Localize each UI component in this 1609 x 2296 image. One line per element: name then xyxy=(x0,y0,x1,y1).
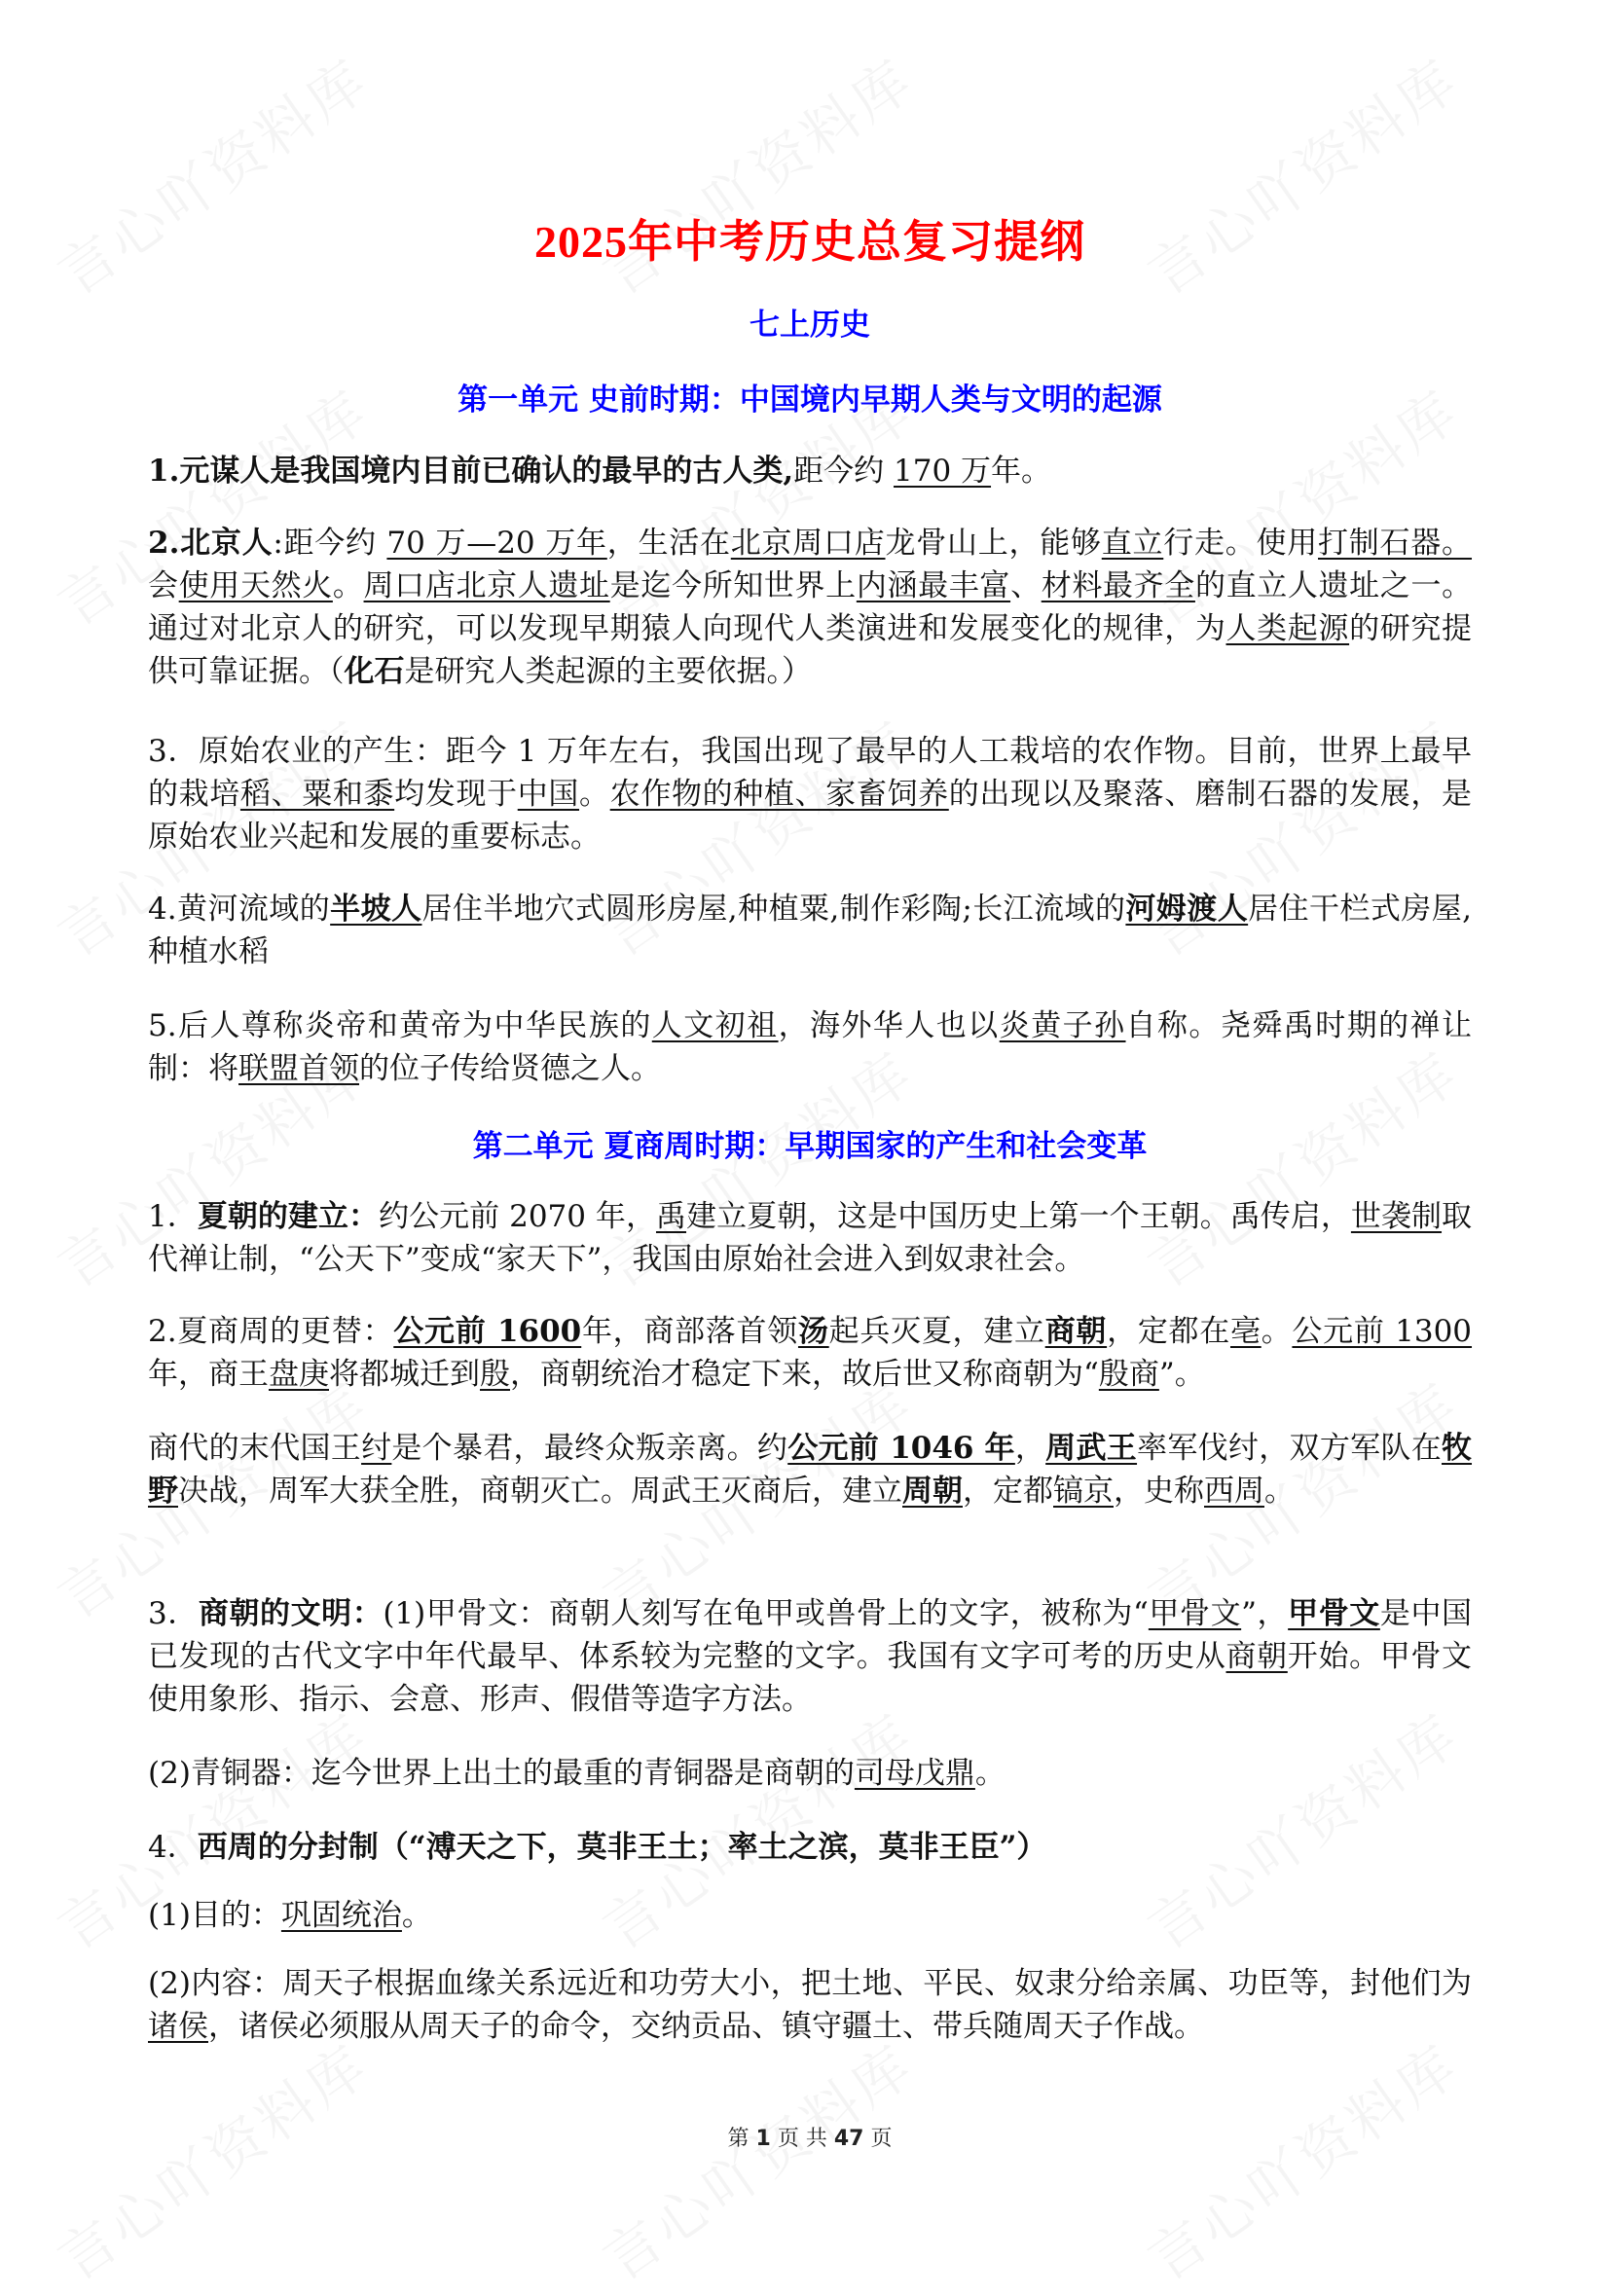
underlined-keyword: 甲骨文 xyxy=(1148,1596,1242,1631)
paragraph xyxy=(148,730,1472,858)
text-run: 。 xyxy=(579,777,610,812)
text-run: (2)青铜器：迄今世界上出土的最重的青铜器是商朝的 xyxy=(148,1756,855,1791)
text-run: 取代禅让制，“公天下”变成“家天下”，我国由原始社会进入到奴隶社会。 xyxy=(148,1199,1473,1277)
text-run: ，商朝统治才稳定下来，故后世又称商朝为“ xyxy=(510,1357,1099,1392)
page-footer xyxy=(148,2122,1472,2152)
paragraph xyxy=(148,1826,1472,1869)
paragraph xyxy=(148,1004,1472,1090)
paragraph xyxy=(148,1592,1472,1721)
watermark-text xyxy=(1129,2022,1473,2296)
underlined-keyword: 世袭制 xyxy=(1350,1199,1443,1234)
text-run: 起兵灭夏，建立 xyxy=(828,1314,1045,1349)
footer-middle: 页 共 xyxy=(777,2127,827,2151)
text-run: :距今约 xyxy=(273,526,387,561)
underlined-keyword: 稻、粟和黍 xyxy=(239,777,395,812)
text-run: 的位子传给贤德之人。 xyxy=(359,1051,661,1086)
underlined-keyword: 半坡人 xyxy=(330,892,422,927)
text-run: 年。 xyxy=(991,454,1052,489)
underlined-keyword: 公元前 1046 年 xyxy=(787,1431,1015,1466)
text-run: (1)目的： xyxy=(148,1898,281,1933)
underlined-keyword: 直立 xyxy=(1101,526,1164,561)
underlined-keyword: 170 万 xyxy=(894,454,992,489)
underlined-keyword: 司母戊鼎 xyxy=(854,1756,975,1791)
underlined-keyword: 甲骨文 xyxy=(1288,1596,1380,1631)
watermark-text xyxy=(39,2022,383,2296)
text-run: 是迄今所知世界上 xyxy=(609,568,857,603)
paragraph xyxy=(148,1894,1472,1937)
document-title: 2025年中考历史总复习提纲 xyxy=(534,217,1085,267)
bold-text: 2.北京人 xyxy=(148,526,274,561)
text-run: 是个暴君，最终众叛亲离。约 xyxy=(391,1431,788,1466)
underlined-keyword: 材料最齐全 xyxy=(1041,568,1195,603)
underlined-keyword: 西周 xyxy=(1204,1474,1264,1509)
bold-text: 西周的分封制（“溥天之下，莫非王土；率土之滨，莫非王臣”） xyxy=(197,1830,1047,1865)
bold-text: 夏朝的建立： xyxy=(197,1199,380,1234)
text-run: (2)内容：周天子根据血缘关系远近和功劳大小，把土地、平民、奴隶分给亲属、功臣等，封他们为 xyxy=(148,1966,1472,2001)
text-run: 的研究提供可靠证据。（ xyxy=(148,611,1473,689)
text-run: ， xyxy=(1014,1431,1046,1466)
paragraph xyxy=(148,450,1472,492)
bold-text: 1.元谋人是我国境内目前已确认的最早的古人类, xyxy=(148,454,794,489)
underlined-keyword: 北京周口店 xyxy=(730,526,886,561)
text-run: 的直立人遗址之一。通过对北京人的研究，可以发现早期猿人向现代人类演进和发展变化的规律，为 xyxy=(148,568,1473,646)
text-run: 商代的末代国王 xyxy=(148,1431,362,1466)
underlined-keyword: 汤 xyxy=(797,1314,829,1349)
paragraph xyxy=(148,522,1472,693)
text-run: 。 xyxy=(401,1898,432,1933)
bold-text: 化石 xyxy=(344,654,405,689)
underlined-keyword: 亳 xyxy=(1229,1314,1262,1349)
text-run: 5.后人尊称炎帝和黄帝为中华民族的 xyxy=(148,1008,652,1043)
underlined-keyword: 70 万—20 万年 xyxy=(386,526,607,561)
text-run: 龙骨山上，能够 xyxy=(885,526,1102,561)
text-run: ，生活在 xyxy=(606,526,731,561)
text-run: 2.夏商周的更替： xyxy=(148,1314,394,1349)
watermark-text xyxy=(584,2022,928,2296)
underlined-keyword: 河姆渡人 xyxy=(1125,892,1249,927)
underlined-keyword: 商朝 xyxy=(1225,1639,1288,1674)
text-run: 1． xyxy=(148,1199,198,1234)
underlined-keyword: 殷 xyxy=(480,1357,510,1392)
underlined-keyword: 使用天然火 xyxy=(178,568,333,603)
underlined-keyword: 内涵最丰富 xyxy=(856,568,1011,603)
text-run: 均发现于 xyxy=(394,777,518,812)
footer-suffix: 页 xyxy=(870,2127,893,2151)
text-run: 3． xyxy=(148,1596,199,1631)
underlined-keyword: 盘庚 xyxy=(269,1357,329,1392)
text-run: 3．原始农业的产生：距今 1 万年左右，我国出现了最早的人工栽培的农作物。目前，世界上最早的栽培 xyxy=(148,734,1472,812)
text-run: 的出现以及聚落、磨制石器的发展，是原始农业兴起和发展的重要标志。 xyxy=(148,777,1473,855)
text-run: 自称。尧舜禹时期的禅让制：将 xyxy=(148,1008,1473,1086)
text-run: 会 xyxy=(148,568,179,603)
underlined-keyword: 镐京 xyxy=(1053,1474,1114,1509)
text-run: ，诸侯必须服从周天子的命令，交纳贡品、镇守疆土、带兵随周天子作战。 xyxy=(208,2009,1204,2044)
text-run: ，定都在 xyxy=(1107,1314,1230,1349)
paragraph xyxy=(148,1310,1472,1396)
current-page-number: 1 xyxy=(755,2127,771,2151)
paragraph xyxy=(148,1752,1472,1795)
text-run: 约公元前 2070 年， xyxy=(379,1199,656,1234)
underlined-keyword: 诸侯 xyxy=(148,2009,208,2044)
paragraph xyxy=(148,1195,1472,1281)
underlined-keyword: 公元前 1300 xyxy=(1292,1314,1473,1349)
underlined-keyword: 打制石器。 xyxy=(1318,526,1473,561)
text-run: ，海外华人也以 xyxy=(778,1008,1000,1043)
text-run: 是中国已发现的古代文字中年代最早、体系较为完整的文字。我国有文字可考的历史从 xyxy=(148,1596,1473,1674)
text-run: ”。 xyxy=(1158,1357,1205,1392)
unit-heading-1: 第一单元 史前时期：中国境内早期人类与文明的起源 xyxy=(457,383,1162,418)
underlined-keyword: 商朝 xyxy=(1044,1314,1108,1349)
underlined-keyword: 殷商 xyxy=(1098,1357,1159,1392)
text-run: 是研究人类起源的主要依据。） xyxy=(404,654,812,689)
document-subtitle: 七上历史 xyxy=(750,308,870,343)
paragraph xyxy=(148,1427,1472,1512)
underlined-keyword: 农作物的种植、家畜饲养 xyxy=(609,777,949,812)
text-run: (1)甲骨文：商朝人刻写在龟甲或兽骨上的文字，被称为“ xyxy=(383,1596,1149,1631)
text-run: 决战，周军大获全胜，商朝灭亡。周武王灭商后，建立 xyxy=(178,1474,902,1509)
text-run: 年，商王 xyxy=(148,1357,269,1392)
underlined-keyword: 中国 xyxy=(517,777,580,812)
underlined-keyword: 巩固统治 xyxy=(280,1898,402,1933)
total-page-count: 47 xyxy=(833,2127,864,2151)
text-run: ，史称 xyxy=(1114,1474,1204,1509)
text-run: 居住干栏式房屋,种植水稻 xyxy=(148,892,1473,969)
underlined-keyword: 联盟首领 xyxy=(238,1051,359,1086)
unit-heading-2: 第二单元 夏商周时期：早期国家的产生和社会变革 xyxy=(472,1129,1148,1164)
text-run: 、 xyxy=(1010,568,1042,603)
text-run: 4． xyxy=(148,1830,198,1865)
text-run: 。 xyxy=(1261,1314,1293,1349)
text-run: 行走。使用 xyxy=(1163,526,1319,561)
text-run: 。 xyxy=(974,1756,1006,1791)
underlined-keyword: 周武王 xyxy=(1045,1431,1138,1466)
text-run: 建立夏朝，这是中国历史上第一个王朝。禹传启， xyxy=(686,1199,1351,1234)
text-run: 将都城迁到 xyxy=(329,1357,480,1392)
underlined-keyword: 人类起源 xyxy=(1225,611,1350,646)
text-run: ，定都 xyxy=(963,1474,1053,1509)
bold-text: 商朝的文明： xyxy=(198,1596,384,1631)
text-run: 。 xyxy=(1264,1474,1295,1509)
underlined-keyword: 周朝 xyxy=(902,1474,963,1509)
text-run: ”， xyxy=(1241,1596,1289,1631)
underlined-keyword: 炎黄子孙 xyxy=(999,1008,1126,1043)
underlined-keyword: 牧野 xyxy=(148,1431,1473,1509)
underlined-keyword: 纣 xyxy=(361,1431,392,1466)
text-run: 开始。甲骨文使用象形、指示、会意、形声、假借等造字方法。 xyxy=(148,1639,1473,1717)
paragraph xyxy=(148,1962,1472,2048)
text-run: 。 xyxy=(332,568,364,603)
underlined-keyword: 禹 xyxy=(655,1199,687,1234)
underlined-keyword: 人文初祖 xyxy=(651,1008,779,1043)
text-run: 年，商部落首领 xyxy=(581,1314,798,1349)
footer-prefix: 第 xyxy=(727,2127,750,2151)
underlined-keyword: 周口店北京人遗址 xyxy=(363,568,610,603)
text-run: 4.黄河流域的 xyxy=(148,892,331,927)
paragraph xyxy=(148,888,1472,973)
underlined-keyword: 公元前 1600 xyxy=(393,1314,582,1349)
text-run: 率军伐纣，双方军队在 xyxy=(1137,1431,1443,1466)
text-run: 居住半地穴式圆形房屋,种植粟,制作彩陶;长江流域的 xyxy=(421,892,1126,927)
text-run: 距今约 xyxy=(793,454,895,489)
